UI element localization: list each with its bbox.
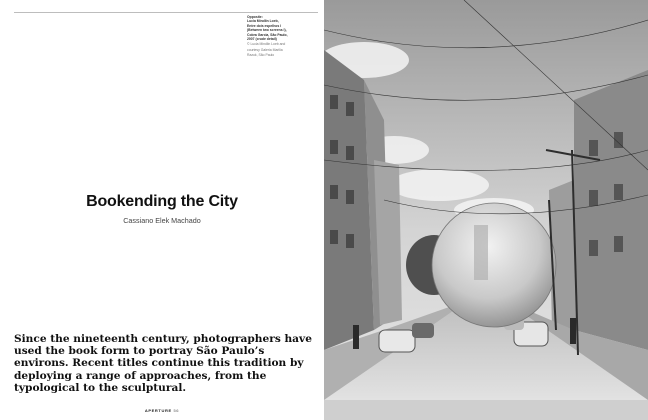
caption-line: Lucia Mindlin Loeb,	[247, 19, 279, 24]
top-rule	[14, 12, 318, 13]
mirror-sphere	[432, 203, 556, 327]
folio	[0, 408, 324, 413]
article-author: Cassiano Elek Machado	[123, 216, 201, 225]
photograph	[324, 0, 648, 420]
folio-brand: APERTURE	[144, 408, 172, 413]
article-title: Bookending the City	[86, 193, 238, 210]
caption-line: (Between two screens I),	[247, 28, 287, 33]
caption-source-line: courtesy Galeria Marilia	[247, 47, 283, 52]
caption-label: Opposite:	[247, 15, 263, 19]
caption-line: 2007 (crude detail)	[247, 37, 277, 42]
caption-line: Cobra Garcia, São Paulo,	[247, 32, 288, 37]
article-dek: Since the nineteenth century, photographers have used the book form to portray São Paulo’s environs. Recent titles continue this tradition by deploying a range of approaches, from the typological to the sculptural.	[14, 333, 312, 394]
caption-line: Entre dois espelhos I	[247, 23, 282, 28]
street-photo	[324, 0, 648, 420]
foreground-street	[324, 400, 648, 420]
folio-page-number: 56	[173, 408, 180, 413]
sphere-reflection	[474, 225, 488, 280]
caption-source-line: Razuk, São Paulo	[247, 53, 275, 58]
caption-source-line: © Lucia Mindlin Loeb and	[247, 42, 286, 47]
photo-caption	[247, 15, 309, 58]
